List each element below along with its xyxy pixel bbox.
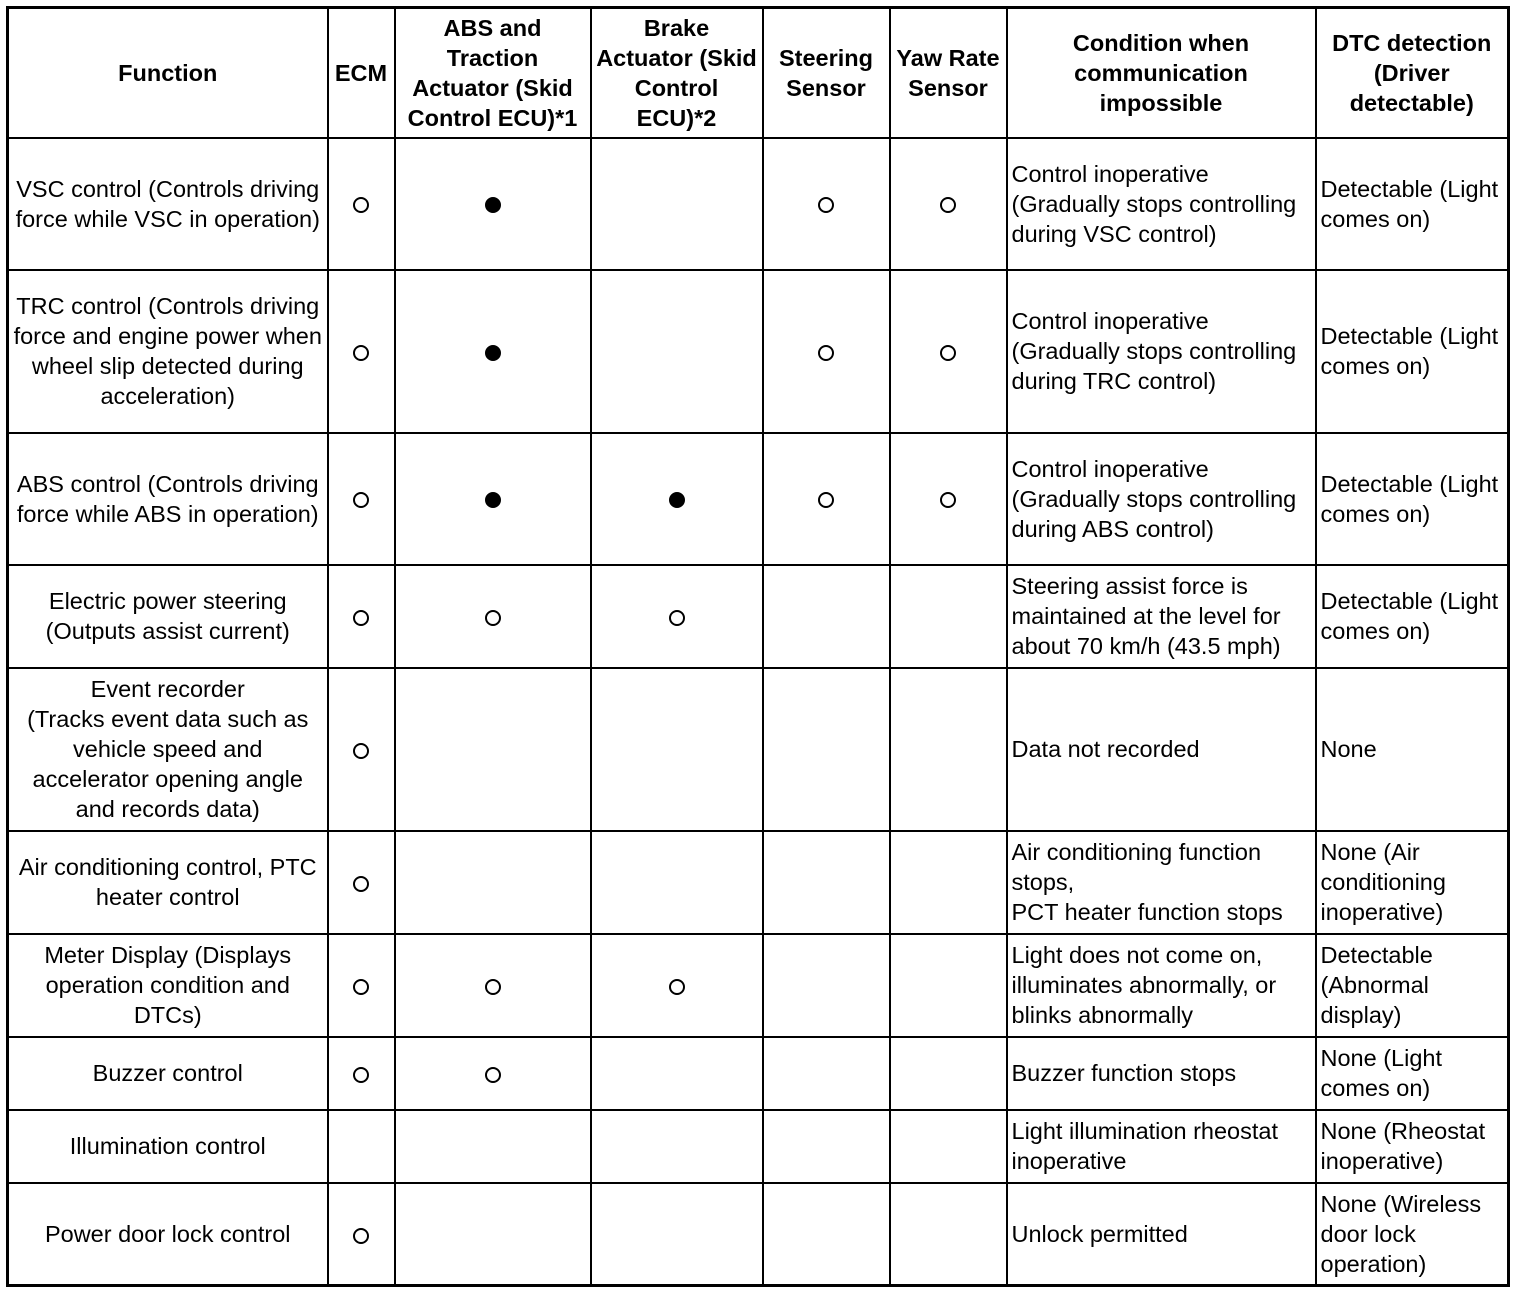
ecm-cell (328, 270, 395, 433)
header-ecm: ECM (328, 8, 395, 138)
abs-cell (395, 1110, 591, 1183)
abs-cell (395, 668, 591, 831)
brake-cell (591, 433, 763, 565)
steering-cell (763, 1110, 890, 1183)
ecm-cell (328, 433, 395, 565)
open-circle-icon (353, 610, 369, 626)
ecm-cell (328, 565, 395, 668)
ecm-cell (328, 1183, 395, 1286)
brake-cell (591, 138, 763, 270)
function-cell: Electric power steering (Outputs assist current) (8, 565, 328, 668)
dtc-cell: None (Air conditioning inoperative) (1316, 831, 1509, 934)
yaw-cell (890, 1110, 1007, 1183)
table-row (8, 433, 1509, 565)
function-text: Event recorder (Tracks event data such as vehicle speed and accelerator opening angle and records data) (27, 676, 309, 822)
open-circle-icon (669, 610, 685, 626)
yaw-cell (890, 565, 1007, 668)
abs-cell (395, 565, 591, 668)
dtc-cell: None (Light comes on) (1316, 1037, 1509, 1110)
open-circle-icon (818, 345, 834, 361)
brake-cell (591, 668, 763, 831)
dtc-cell: Detectable (Abnormal display) (1316, 934, 1509, 1037)
header-yaw-rate-sensor: Yaw Rate Sensor (890, 8, 1007, 138)
open-circle-icon (353, 876, 369, 892)
brake-cell (591, 565, 763, 668)
steering-cell (763, 565, 890, 668)
yaw-cell (890, 1037, 1007, 1110)
steering-cell (763, 668, 890, 831)
brake-cell (591, 934, 763, 1037)
ecm-cell (328, 1037, 395, 1110)
dtc-cell: Detectable (Light comes on) (1316, 138, 1509, 270)
ecm-cell (328, 934, 395, 1037)
filled-circle-icon (669, 492, 685, 508)
table-row (8, 1037, 1509, 1110)
open-circle-icon (485, 610, 501, 626)
steering-cell (763, 433, 890, 565)
condition-cell: Control inoperative (Gradually stops controlling during TRC control) (1007, 270, 1316, 433)
function-cell (8, 668, 328, 831)
header-steering-sensor: Steering Sensor (763, 8, 890, 138)
table-row (8, 934, 1509, 1037)
open-circle-icon (353, 492, 369, 508)
header-row (8, 8, 1509, 138)
abs-cell (395, 138, 591, 270)
function-cell: ABS control (Controls driving force while ABS in operation) (8, 433, 328, 565)
brake-cell (591, 1110, 763, 1183)
table-row (8, 1183, 1509, 1286)
function-cell: VSC control (Controls driving force while VSC in operation) (8, 138, 328, 270)
steering-cell (763, 831, 890, 934)
function-cell: Meter Display (Displays operation condition and DTCs) (8, 934, 328, 1037)
steering-cell (763, 138, 890, 270)
condition-cell: Light does not come on, illuminates abnormally, or blinks abnormally (1007, 934, 1316, 1037)
brake-cell (591, 270, 763, 433)
abs-cell (395, 1037, 591, 1110)
header-brake-actuator: Brake Actuator (Skid Control ECU)*2 (591, 8, 763, 138)
condition-cell: Steering assist force is maintained at the level for about 70 km/h (43.5 mph) (1007, 565, 1316, 668)
filled-circle-icon (485, 492, 501, 508)
steering-cell (763, 1183, 890, 1286)
yaw-cell (890, 270, 1007, 433)
abs-cell (395, 433, 591, 565)
function-cell: Air conditioning control, PTC heater control (8, 831, 328, 934)
ecm-cell (328, 138, 395, 270)
steering-cell (763, 1037, 890, 1110)
open-circle-icon (353, 197, 369, 213)
table-row (8, 1110, 1509, 1183)
table-row (8, 270, 1509, 433)
function-communication-table (6, 6, 1510, 1287)
header-abs-traction-actuator: ABS and Traction Actuator (Skid Control ECU)*1 (395, 8, 591, 138)
function-cell: Power door lock control (8, 1183, 328, 1286)
ecm-cell (328, 1110, 395, 1183)
filled-circle-icon (485, 197, 501, 213)
steering-cell (763, 270, 890, 433)
condition-cell: Control inoperative (Gradually stops controlling during ABS control) (1007, 433, 1316, 565)
open-circle-icon (353, 743, 369, 759)
open-circle-icon (353, 979, 369, 995)
filled-circle-icon (485, 345, 501, 361)
open-circle-icon (940, 197, 956, 213)
brake-cell (591, 1037, 763, 1110)
abs-cell (395, 831, 591, 934)
header-condition: Condition when communication impossible (1007, 8, 1316, 138)
yaw-cell (890, 433, 1007, 565)
yaw-cell (890, 934, 1007, 1037)
dtc-cell: Detectable (Light comes on) (1316, 270, 1509, 433)
header-dtc-detection: DTC detection (Driver detectable) (1316, 8, 1509, 138)
condition-cell: Buzzer function stops (1007, 1037, 1316, 1110)
dtc-cell: None (Rheostat inoperative) (1316, 1110, 1509, 1183)
function-cell: Buzzer control (8, 1037, 328, 1110)
dtc-cell: None (1316, 668, 1509, 831)
open-circle-icon (818, 197, 834, 213)
open-circle-icon (485, 979, 501, 995)
yaw-cell (890, 1183, 1007, 1286)
open-circle-icon (669, 979, 685, 995)
brake-cell (591, 1183, 763, 1286)
dtc-cell: Detectable (Light comes on) (1316, 565, 1509, 668)
condition-text: Air conditioning function stops, PCT heater function stops (1011, 839, 1283, 925)
function-cell: Illumination control (8, 1110, 328, 1183)
condition-cell: Light illumination rheostat inoperative (1007, 1110, 1316, 1183)
dtc-cell: None (Wireless door lock operation) (1316, 1183, 1509, 1286)
abs-cell (395, 934, 591, 1037)
table-row (8, 668, 1509, 831)
condition-cell (1007, 831, 1316, 934)
condition-cell: Data not recorded (1007, 668, 1316, 831)
abs-cell (395, 270, 591, 433)
ecm-cell (328, 831, 395, 934)
open-circle-icon (485, 1067, 501, 1083)
open-circle-icon (353, 345, 369, 361)
ecm-cell (328, 668, 395, 831)
open-circle-icon (940, 492, 956, 508)
open-circle-icon (353, 1067, 369, 1083)
table-row (8, 565, 1509, 668)
open-circle-icon (940, 345, 956, 361)
yaw-cell (890, 138, 1007, 270)
table-row (8, 138, 1509, 270)
dtc-cell: Detectable (Light comes on) (1316, 433, 1509, 565)
condition-cell: Unlock permitted (1007, 1183, 1316, 1286)
open-circle-icon (353, 1228, 369, 1244)
condition-cell: Control inoperative (Gradually stops controlling during VSC control) (1007, 138, 1316, 270)
table-row (8, 831, 1509, 934)
yaw-cell (890, 668, 1007, 831)
abs-cell (395, 1183, 591, 1286)
header-function: Function (8, 8, 328, 138)
brake-cell (591, 831, 763, 934)
function-cell: TRC control (Controls driving force and engine power when wheel slip detected during acceleration) (8, 270, 328, 433)
open-circle-icon (818, 492, 834, 508)
yaw-cell (890, 831, 1007, 934)
steering-cell (763, 934, 890, 1037)
